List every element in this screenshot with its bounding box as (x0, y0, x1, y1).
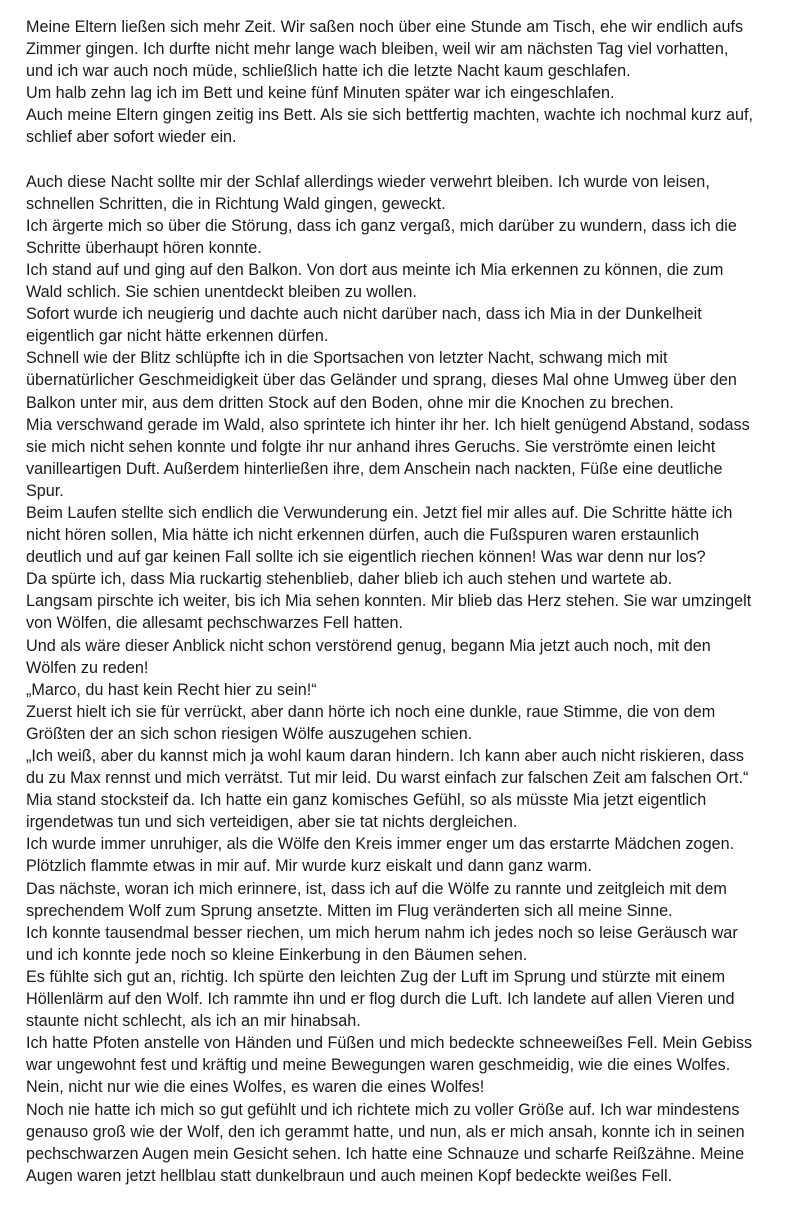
paragraph: Beim Laufen stellte sich endlich die Verwunderung ein. Jetzt fiel mir alles auf. Die Schritte hätte ich nicht hören sollen, Mia hätte ich nicht erkennen dürfen, auch die Fußspuren waren erstaunlich deutlich und auf gar keinen Fall sollte ich sie eigentlich riechen können! Was war denn nur los? (26, 503, 733, 567)
paragraph: Um halb zehn lag ich im Bett und keine fünf Minuten später war ich eingeschlafen. (26, 84, 615, 103)
paragraph: Schnell wie der Blitz schlüpfte ich in die Sportsachen von letzter Nacht, schwang mich mit übernatürlicher Geschmeidigkeit über das Geländer und sprang, dieses Mal ohne Umweg über den Balkon unter mir, aus dem dritten Stock auf den Boden, ohne mir die Knochen zu brechen. (26, 349, 737, 412)
paragraph: Ich hatte Pfoten anstelle von Händen und Füßen und mich bedeckte schneeweißes Fell. Mein Gebiss war ungewohnt fest und kräftig und meine Bewegungen waren geschmeidig, wie die eines Wolfes. (26, 1034, 753, 1075)
paragraph: Zuerst hielt ich sie für verrückt, aber dann hörte ich noch eine dunkle, raue Stimme, die von dem Größten der an sich schon riesigen Wölfe auszugehen schien. (26, 702, 716, 743)
paragraph-spacer (26, 149, 776, 171)
paragraph: Auch diese Nacht sollte mir der Schlaf allerdings wieder verwehrt bleiben. Ich wurde von leisen, schnellen Schritten, die in Richtung Wald gingen, geweckt. (26, 172, 710, 213)
paragraph: Es fühlte sich gut an, richtig. Ich spürte den leichten Zug der Luft im Sprung und stürzte mit einem Höllenlärm auf den Wolf. Ich rammte ihn und er flog durch die Luft. Ich landete auf allen Vieren und staunte nicht schlecht, als ich an mir hinabsah. (26, 967, 735, 1031)
paragraph: Ich konnte tausendmal besser riechen, um mich herum nahm ich jedes noch so leise Geräusch war und ich konnte jede noch so kleine Einkerbung in den Bäumen sehen. (26, 923, 738, 964)
paragraph: Ich wurde immer unruhiger, als die Wölfe den Kreis immer enger um das erstarrte Mädchen zogen. (26, 835, 735, 854)
paragraph: Ich ärgerte mich so über die Störung, dass ich ganz vergaß, mich darüber zu wundern, dass ich die Schritte überhaupt hören konnte. (26, 216, 737, 257)
paragraph: Ich stand auf und ging auf den Balkon. Von dort aus meinte ich Mia erkennen zu können, die zum Wald schlich. Sie schien unentdeckt bleiben zu wollen. (26, 260, 724, 302)
paragraph: Und als wäre dieser Anblick nicht schon verstörend genug, begann Mia jetzt auch noch, mit den Wölfen zu reden! (26, 636, 711, 677)
paragraph: Meine Eltern ließen sich mehr Zeit. Wir saßen noch über eine Stunde am Tisch, ehe wir endlich aufs Zimmer gingen. Ich durfte nicht mehr lange wach bleiben, weil wir am nächsten Tag viel vorhatten, und ich war auch noch müde, schließlich hatte ich die letzte Nacht kaum geschlafen. (26, 18, 744, 81)
paragraph: Mia stand stocksteif da. Ich hatte ein ganz komisches Gefühl, so als müsste Mia jetzt eigentlich irgendetwas tun und sich verteidigen, aber sie tat nichts dergleichen. (26, 791, 707, 832)
paragraph: Das nächste, woran ich mich erinnere, ist, dass ich auf die Wölfe zu rannte und zeitgleich mit dem sprechendem Wolf zum Sprung ansetzte. Mitten im Flug veränderten sich all meine Sinne. (26, 879, 727, 920)
paragraph: Mia verschwand gerade im Wald, also sprintete ich hinter ihr her. Ich hielt genügend Abstand, sodass sie mich nicht sehen konnte und folgte ihr nur anhand ihres Geruchs. Sie verströmte einen leicht vanilleartigen Duft. Außerdem hinterließen ihre, dem Anschein nach nackten, Füße eine deutliche Spur. (26, 415, 750, 500)
paragraph: Auch meine Eltern gingen zeitig ins Bett. Als sie sich bettfertig machten, wachte ich nochmal kurz auf, schlief aber sofort wieder ein. (26, 106, 754, 147)
paragraph: Da spürte ich, dass Mia ruckartig stehenblieb, daher blieb ich auch stehen und wartete ab. (26, 570, 673, 589)
paragraph: Sofort wurde ich neugierig und dachte auch nicht darüber nach, dass ich Mia in der Dunkelheit eigentlich gar nicht hätte erkennen dürfen. (26, 305, 702, 346)
dialogue-line: „Marco, du hast kein Recht hier zu sein!“ (26, 680, 317, 699)
paragraph: Noch nie hatte ich mich so gut gefühlt und ich richtete mich zu voller Größe auf. Ich war mindestens genauso groß wie der Wolf, den ich gerammt hatte, und nun, als er mich ansah, konnte ich in seinen pechschwarzen Augen mein Gesicht sehen. Ich hatte eine Schnauze und scharfe Reißzähne. Meine Augen waren jetzt hellblau statt dunkelbraun und auch meinen Kopf bedeckte weißes Fell. (26, 1100, 745, 1185)
paragraph: Plötzlich flammte etwas in mir auf. Mir wurde kurz eiskalt und dann ganz warm. (26, 857, 592, 876)
dialogue-line: „Ich weiß, aber du kannst mich ja wohl kaum daran hindern. Ich kann aber auch nicht riskieren, dass du zu Max rennst und mich verrätst. Tut mir leid. Du warst einfach zur falschen Zeit am falschen Ort.“ (26, 747, 749, 788)
paragraph: Nein, nicht nur wie die eines Wolfes, es waren die eines Wolfes! (26, 1078, 485, 1097)
paragraph: Langsam pirschte ich weiter, bis ich Mia sehen konnten. Mir blieb das Herz stehen. Sie war umzingelt von Wölfen, die allesamt pechschwarzes Fell hatten. (26, 592, 752, 633)
